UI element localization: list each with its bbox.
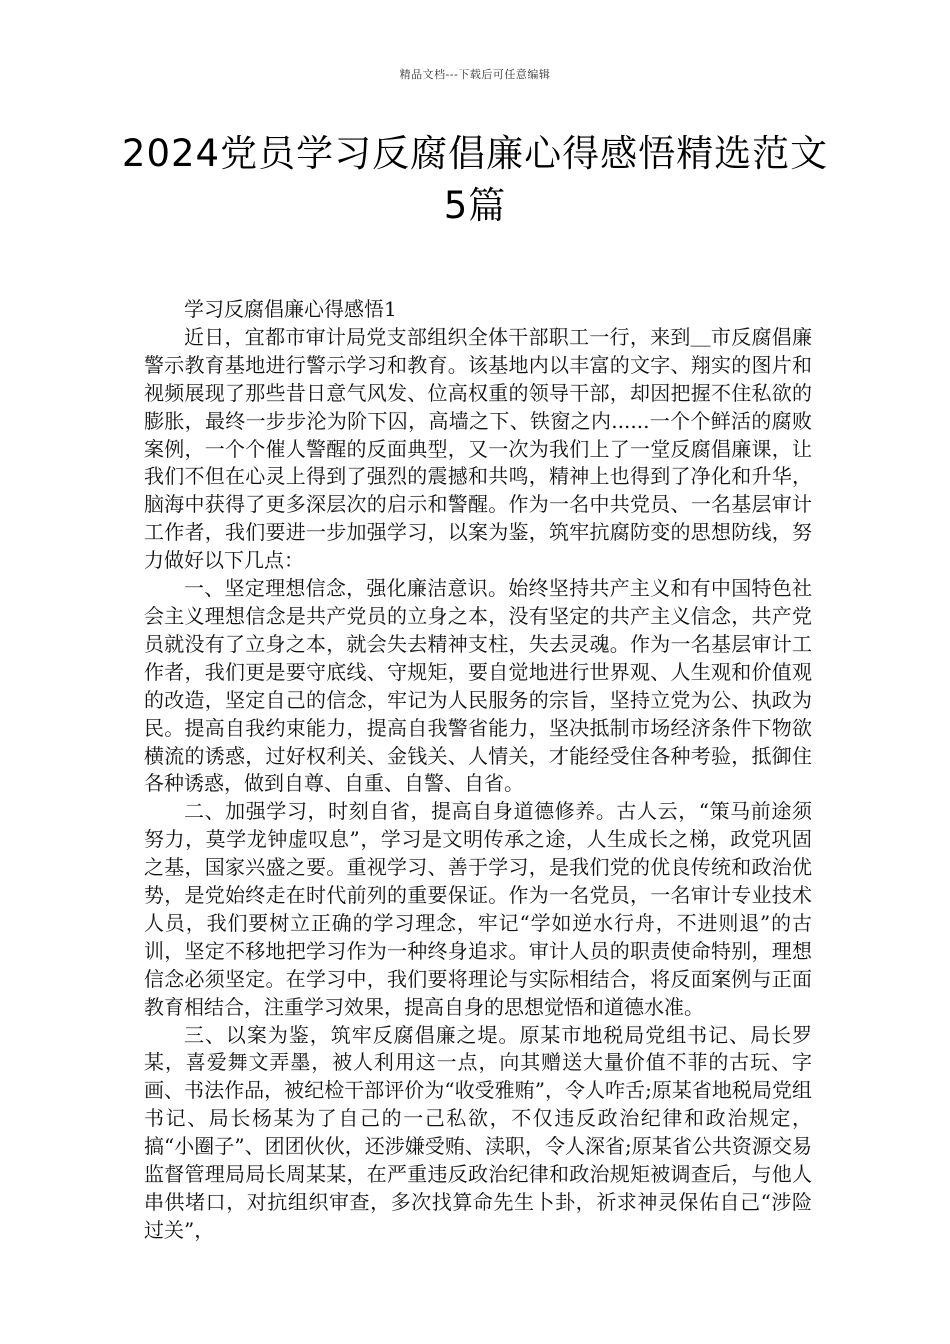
header-note: 精品文档---下载后可任意编辑 <box>399 68 551 81</box>
paragraph-point-two: 二、加强学习，时刻自省，提高自身道德修养。古人云，“策马前途须努力，莫学龙钟虚叹息”，学习是文明传承之途，人生成长之梯，政党巩固之基，国家兴盛之要。重视学习、善于学习，是我们党的优良传统和政治优势，是党始终走在时代前列的重要保证。作为一名党员，一名审计专业技术人员，我们要树立正确的学习理念，牢记“学如逆水行舟，不进则退”的古训，坚定不移地把学习作为一种终身追求。审计人员的职责使命特别，理想信念必须坚定。在学习中，我们要将理论与实际相结合，将反面案例与正面教育相结合，注重学习效果，提高自身的思想觉悟和道德水准。 <box>144 799 812 1019</box>
paragraph-intro: 近日，宜都市审计局党支部组织全体干部职工一行，来到＿市反腐倡廉警示教育基地进行警示学习和教育。该基地内以丰富的文字、翔实的图片和视频展现了那些昔日意气风发、位高权重的领导干部，却因把握不住私欲的膨胀，最终一步步沦为阶下囚，高墙之下、铁窗之内......一个个鲜活的腐败案例，一个个催人警醒的反面典型，又一次为我们上了一堂反腐倡廉课，让我们不但在心灵上得到了强烈的震撼和共鸣，精神上也得到了净化和升华，脑海中获得了更多深层次的启示和警醒。作为一名中共党员、一名基层审计工作者，我们要进一步加强学习，以案为鉴，筑牢抗腐防变的思想防线，努力做好以下几点： <box>144 324 812 573</box>
document-body <box>144 296 812 1245</box>
section-heading: 学习反腐倡廉心得感悟1 <box>184 297 397 321</box>
document-title: 2024党员学习反腐倡廉心得感悟精选范文5篇 <box>121 132 829 227</box>
paragraph-point-three: 三、以案为鉴，筑牢反腐倡廉之堤。原某市地税局党组书记、局长罗某，喜爱舞文弄墨，被人利用这一点，向其赠送大量价值不菲的古玩、字画、书法作品，被纪检干部评价为“收受雅贿”，令人咋舌;原某省地税局党组书记、局长杨某为了自己的一己私欲，不仅违反政治纪律和政治规定，搞“小圈子”、团团伙伙，还涉嫌受贿、渎职，令人深省;原某省公共资源交易监督管理局局长周某某，在严重违反政治纪律和政治规矩被调查后，与他人串供堵口，对抗组织审查，多次找算命先生卜卦，祈求神灵保佑自己“涉险过关”， <box>144 1022 812 1242</box>
paragraph-point-one: 一、坚定理想信念，强化廉洁意识。始终坚持共产主义和有中国特色社会主义理想信念是共产党员的立身之本，没有坚定的共产主义信念，共产党员就没有了立身之本，就会失去精神支柱，失去灵魂。作为一名基层审计工作者，我们更是要守底线、守规矩，要自觉地进行世界观、人生观和价值观的改造，坚定自己的信念，牢记为人民服务的宗旨，坚持立党为公、执政为民。提高自我约束能力，提高自我警省能力，坚决抵制市场经济条件下物欲横流的诱惑，过好权利关、金钱关、人情关，才能经受住各种考验，抵御住各种诱惑，做到自尊、自重、自警、自省。 <box>144 576 812 796</box>
